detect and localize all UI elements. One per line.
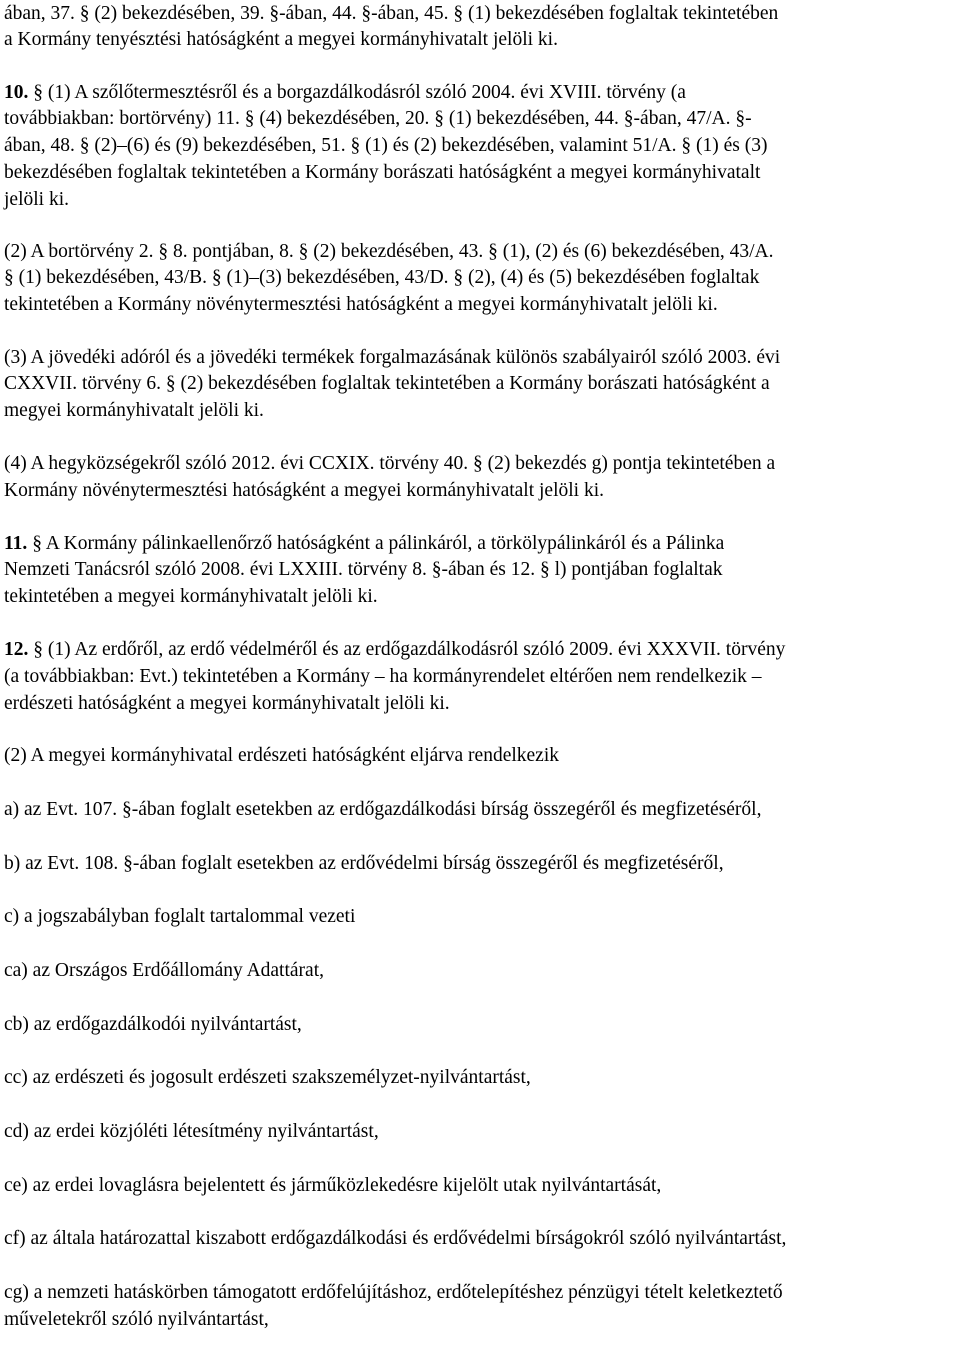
text-line: (4) A hegyközségekről szóló 2012. évi CCXIX. törvény 40. § (2) bekezdés g) pontja tekintetében a (4, 453, 776, 474)
text-line: (2) A megyei kormányhivatal erdészeti hatóságként eljárva rendelkezik (4, 745, 559, 766)
section-number: 11. (4, 533, 28, 554)
text-line: § (1) A szőlőtermesztésről és a borgazdálkodásról szóló 2004. évi XVIII. törvény (a (28, 82, 686, 103)
text-line: § (1) bekezdésében, 43/B. § (1)–(3) bekezdésében, 43/D. § (2), (4) és (5) bekezdésében foglaltak (4, 267, 760, 288)
text-line: műveletekről szóló nyilvántartást, (4, 1309, 269, 1330)
section-11-line (4, 530, 724, 557)
section-12-line (4, 636, 785, 663)
text-line: ában, 48. § (2)–(6) és (9) bekezdésében, 51. § (1) és (2) bekezdésében, valamint 51/A. § (1) és (3) (4, 135, 768, 156)
list-item: cg) a nemzeti hatáskörben támogatott erdőfelújításhoz, erdőtelepítéshez pénzügyi tételt keletkeztető (4, 1282, 783, 1303)
list-item: ce) az erdei lovaglásra bejelentett és járműközlekedésre kijelölt utak nyilvántartását, (4, 1175, 662, 1196)
list-item: cb) az erdőgazdálkodói nyilvántartást, (4, 1014, 302, 1035)
text-line: (2) A bortörvény 2. § 8. pontjában, 8. § (2) bekezdésében, 43. § (1), (2) és (6) bekezdésében, 43/A. (4, 241, 774, 262)
section-number: 12. (4, 639, 29, 660)
text-line: a Kormány tenyésztési hatóságként a megyei kormányhivatalt jelöli ki. (4, 29, 558, 50)
list-item: cd) az erdei közjóléti létesítmény nyilvántartást, (4, 1121, 379, 1142)
list-item: a) az Evt. 107. §-ában foglalt esetekben az erdőgazdálkodási bírság összegéről és megfizetéséről, (4, 799, 762, 820)
text-line: bekezdésében foglaltak tekintetében a Kormány borászati hatóságként a megyei kormányhivatalt (4, 162, 761, 183)
text-line: (a továbbiakban: Evt.) tekintetében a Kormány – ha kormányrendelet eltérően nem rendelkezik – (4, 666, 762, 687)
section-number: 10. (4, 82, 29, 103)
text-line: ában, 37. § (2) bekezdésében, 39. §-ában, 44. §-ában, 45. § (1) bekezdésében foglaltak tekintetében (4, 3, 779, 24)
text-line: CXXVII. törvény 6. § (2) bekezdésében foglaltak tekintetében a Kormány borászati hatóságként a (4, 373, 770, 394)
text-line: (3) A jövedéki adóról és a jövedéki termékek forgalmazásának különös szabályairól szóló 2003. évi (4, 347, 781, 368)
text-line: § (1) Az erdőről, az erdő védelméről és az erdőgazdálkodásról szóló 2009. évi XXXVII. törvény (28, 639, 786, 660)
list-item: ca) az Országos Erdőállomány Adattárat, (4, 960, 324, 981)
text-line: tekintetében a Kormány növénytermesztési hatóságként a megyei kormányhivatalt jelöli ki. (4, 294, 718, 315)
list-item: cc) az erdészeti és jogosult erdészeti szakszemélyzet-nyilvántartást, (4, 1067, 531, 1088)
list-item: cf) az általa határozattal kiszabott erdőgazdálkodási és erdővédelmi bírságokról szóló nyilvántartást, (4, 1228, 787, 1249)
text-line: továbbiakban: bortörvény) 11. § (4) bekezdésében, 20. § (1) bekezdésében, 44. §-ában, 47/A. §- (4, 108, 752, 129)
text-line: tekintetében a megyei kormányhivatalt jelöli ki. (4, 586, 378, 607)
text-line: jelöli ki. (4, 189, 69, 210)
text-line: Nemzeti Tanácsról szóló 2008. évi LXXIII. törvény 8. §-ában és 12. § l) pontjában foglaltak (4, 559, 723, 580)
text-line: § A Kormány pálinkaellenőrző hatóságként a pálinkáról, a törkölypálinkáról és a Pálinka (27, 533, 725, 554)
section-10-line (4, 79, 686, 106)
list-item: c) a jogszabályban foglalt tartalommal vezeti (4, 906, 356, 927)
text-line: megyei kormányhivatalt jelöli ki. (4, 400, 264, 421)
list-item: b) az Evt. 108. §-ában foglalt esetekben az erdővédelmi bírság összegéről és megfizetéséről, (4, 853, 724, 874)
text-line: erdészeti hatóságként a megyei kormányhivatalt jelöli ki. (4, 693, 450, 714)
text-line: Kormány növénytermesztési hatóságként a megyei kormányhivatalt jelöli ki. (4, 480, 604, 501)
